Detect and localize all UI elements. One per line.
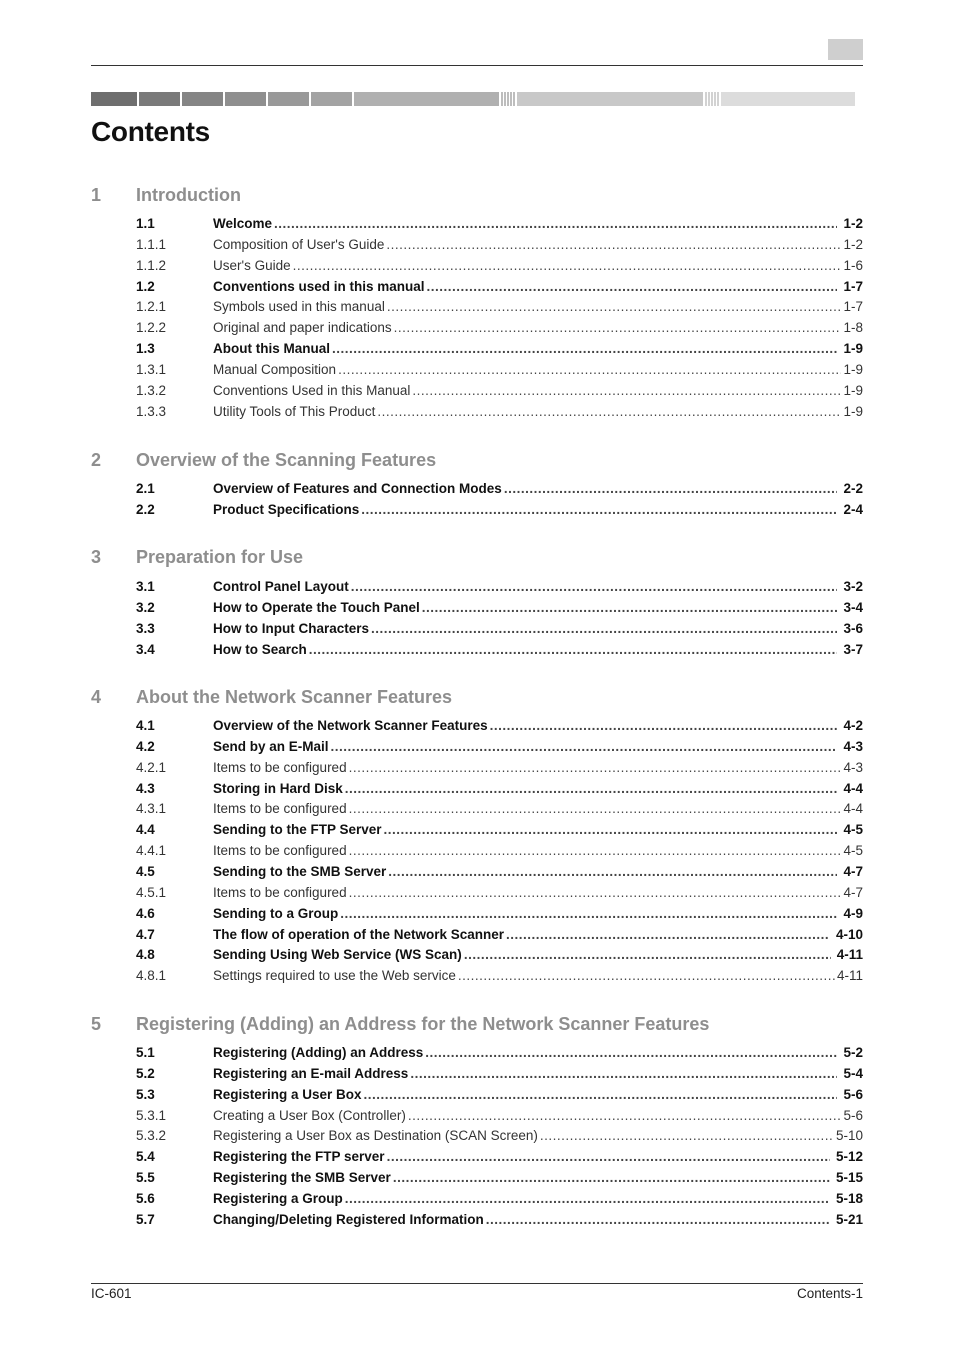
dot-leader	[458, 967, 835, 985]
section-title: Overview of the Network Scanner Features	[213, 718, 488, 733]
page-reference: 1-6	[843, 257, 863, 273]
section-number: 1.1	[136, 216, 155, 231]
toc-entry[interactable]	[136, 759, 863, 777]
toc-entry[interactable]	[136, 278, 863, 296]
section-title: Sending Using Web Service (WS Scan)	[213, 947, 462, 963]
dot-leader	[540, 1127, 834, 1145]
section-number: 4.6	[136, 905, 155, 921]
dot-leader	[349, 800, 842, 818]
section-title: Settings required to use the Web service	[213, 968, 456, 984]
chapter-number: 4	[91, 687, 102, 707]
section-number: 3.3	[136, 620, 155, 636]
section-title: Storing in Hard Disk	[213, 780, 343, 796]
page-reference: 4-5	[843, 822, 863, 838]
section-number: 5.2	[136, 1065, 155, 1081]
dot-leader	[349, 884, 842, 902]
header-corner-tab	[828, 39, 863, 60]
dot-leader	[384, 821, 838, 839]
toc-entry[interactable]	[136, 1065, 863, 1083]
section-title: Product Specifications	[213, 501, 360, 517]
dot-leader	[425, 1044, 837, 1062]
dot-leader	[361, 501, 837, 519]
section-number: 2.2	[136, 501, 155, 517]
page-reference: 1-9	[843, 362, 863, 377]
section-number: 1.2	[136, 278, 155, 294]
dot-leader	[351, 578, 838, 596]
page-reference: 5-4	[843, 1065, 863, 1081]
section-title: Utility Tools of This Product	[213, 403, 376, 419]
page-reference: 1-7	[843, 299, 863, 315]
dot-leader	[371, 620, 837, 638]
dot-leader	[309, 641, 838, 659]
dot-leader	[388, 863, 837, 881]
section-title: User's Guide	[213, 257, 291, 273]
dot-leader	[293, 257, 842, 275]
footer-page-number: Contents-1	[796, 1286, 863, 1301]
chapter-number: 1	[91, 185, 102, 205]
section-number: 4.5	[136, 864, 155, 879]
page-reference: 5-6	[843, 1107, 863, 1123]
dot-leader	[408, 1107, 842, 1125]
chapter-title: Preparation for Use	[136, 547, 304, 567]
page-reference: 4-3	[843, 738, 863, 754]
page-reference: 5-15	[835, 1170, 863, 1186]
dot-leader	[274, 215, 837, 233]
page-reference: 1-7	[843, 278, 863, 294]
dot-leader	[422, 599, 838, 617]
toc-entry[interactable]	[136, 340, 863, 358]
section-title: Manual Composition	[213, 362, 337, 377]
header-rule	[91, 65, 863, 66]
toc-entry[interactable]	[136, 1190, 863, 1208]
page-reference: 4-7	[843, 884, 863, 900]
dot-leader	[394, 319, 842, 337]
dot-leader	[345, 1190, 830, 1208]
section-number: 5.1	[136, 1045, 155, 1060]
section-number: 4.4.1	[136, 843, 167, 859]
section-title: Sending to a Group	[213, 905, 339, 921]
dot-leader	[364, 1086, 838, 1104]
section-number: 4.5.1	[136, 884, 167, 900]
page-reference: 4-7	[843, 864, 863, 879]
chapter-title: About the Network Scanner Features	[136, 687, 453, 707]
section-number: 4.1	[136, 718, 155, 733]
section-title: Conventions used in this manual	[213, 278, 425, 294]
page-reference: 4-11	[836, 947, 863, 963]
section-title: Original and paper indications	[213, 320, 392, 336]
section-title: Registering a User Box as Destination (SCAN Screen)	[213, 1128, 538, 1144]
section-number: 4.8	[136, 947, 155, 963]
dot-leader	[331, 738, 838, 756]
dot-leader	[332, 340, 837, 358]
page-reference: 3-7	[843, 641, 863, 657]
section-number: 4.3.1	[136, 801, 167, 817]
page-reference: 4-4	[843, 780, 863, 796]
section-number: 4.2	[136, 738, 155, 754]
dot-leader	[387, 298, 842, 316]
toc-entry[interactable]	[136, 298, 863, 316]
chapter-heading[interactable]	[91, 185, 863, 209]
section-number: 3.4	[136, 641, 155, 657]
page-reference: 5-21	[835, 1211, 863, 1227]
dot-leader	[386, 236, 841, 254]
section-title: Control Panel Layout	[213, 579, 349, 594]
toc-entry[interactable]	[136, 620, 863, 638]
page-reference: 5-2	[843, 1045, 863, 1060]
toc-entry[interactable]	[136, 1211, 863, 1229]
toc-entry[interactable]	[136, 215, 863, 233]
page-reference: 5-10	[835, 1128, 863, 1144]
page-reference: 5-6	[843, 1086, 863, 1102]
section-title: Registering an E-mail Address	[213, 1065, 409, 1081]
section-number: 1.3.3	[136, 403, 167, 419]
page-reference: 1-2	[843, 216, 863, 231]
toc-entry[interactable]	[136, 1107, 863, 1125]
section-title: The flow of operation of the Network Scanner	[213, 926, 505, 942]
section-number: 4.7	[136, 926, 155, 942]
section-number: 4.3	[136, 780, 155, 796]
dot-leader	[340, 905, 837, 923]
toc-entry[interactable]	[136, 967, 863, 985]
section-title: About this Manual	[213, 341, 330, 357]
section-title: Items to be configured	[213, 884, 347, 900]
page-reference: 1-9	[843, 341, 863, 357]
chapter-number: 5	[91, 1014, 102, 1034]
toc-entry[interactable]	[136, 717, 863, 735]
section-number: 4.8.1	[136, 968, 167, 984]
page-reference: 1-2	[843, 236, 863, 252]
page-reference: 2-4	[843, 501, 863, 517]
page-reference: 1-9	[843, 403, 863, 419]
page-reference: 1-8	[843, 320, 863, 336]
section-number: 3.2	[136, 599, 155, 615]
toc-entry[interactable]	[136, 780, 863, 798]
toc-entry[interactable]	[136, 863, 863, 881]
chapter-heading[interactable]	[91, 450, 863, 474]
section-title: Creating a User Box (Controller)	[213, 1107, 406, 1123]
section-title: Registering (Adding) an Address	[213, 1045, 424, 1060]
page-reference: 2-2	[843, 481, 863, 496]
section-title: Send by an E-Mail	[213, 738, 329, 754]
toc-entry[interactable]	[136, 946, 863, 964]
dot-leader	[412, 382, 841, 400]
chapter-title: Overview of the Scanning Features	[136, 450, 437, 470]
section-number: 1.2.2	[136, 320, 167, 336]
section-title: Composition of User's Guide	[213, 236, 385, 252]
toc-entry[interactable]	[136, 884, 863, 902]
toc-entry[interactable]	[136, 800, 863, 818]
section-title: Registering the FTP server	[213, 1149, 385, 1165]
section-number: 1.2.1	[136, 299, 167, 315]
section-number: 5.5	[136, 1170, 155, 1186]
toc-entry[interactable]	[136, 842, 863, 860]
chapter-number: 2	[91, 450, 102, 470]
section-number: 5.6	[136, 1191, 155, 1206]
toc-entry[interactable]	[136, 926, 863, 944]
page-reference: 4-4	[843, 801, 863, 817]
section-title: Registering a User Box	[213, 1086, 362, 1102]
section-number: 1.3.1	[136, 362, 167, 377]
page-reference: 4-10	[835, 926, 863, 942]
toc-entry[interactable]	[136, 361, 863, 379]
section-title: Items to be configured	[213, 759, 347, 775]
section-number: 5.3.1	[136, 1107, 167, 1123]
page-reference: 4-9	[843, 905, 863, 921]
section-number: 5.4	[136, 1149, 155, 1165]
section-title: Registering the SMB Server	[213, 1170, 391, 1186]
toc-entry[interactable]	[136, 599, 863, 617]
section-number: 4.2.1	[136, 759, 167, 775]
toc-entry[interactable]	[136, 1127, 863, 1145]
page-reference: 1-9	[843, 382, 863, 398]
section-title: Items to be configured	[213, 801, 347, 817]
toc-entry[interactable]	[136, 480, 863, 498]
section-title: Overview of Features and Connection Modes	[213, 481, 502, 496]
section-number: 5.3	[136, 1086, 155, 1102]
page-reference: 5-12	[835, 1149, 863, 1165]
section-number: 4.4	[136, 822, 155, 838]
toc-entry[interactable]	[136, 1169, 863, 1187]
footer-product-code: IC-601	[91, 1286, 132, 1301]
dot-leader	[349, 842, 842, 860]
section-title: Sending to the SMB Server	[213, 864, 387, 879]
toc-entry[interactable]	[136, 382, 863, 400]
page-title: Contents	[91, 116, 210, 147]
dot-leader	[338, 361, 841, 379]
page-reference: 3-2	[843, 579, 863, 594]
page-reference: 4-5	[843, 843, 863, 859]
toc-entry[interactable]	[136, 236, 863, 254]
toc-entry[interactable]	[136, 641, 863, 659]
section-number: 5.7	[136, 1211, 155, 1227]
dot-leader	[377, 403, 841, 421]
section-title: How to Search	[213, 641, 307, 657]
dot-leader	[393, 1169, 830, 1187]
section-number: 1.3.2	[136, 382, 167, 398]
toc-entry[interactable]	[136, 578, 863, 596]
section-title: Conventions Used in this Manual	[213, 382, 411, 398]
dot-leader	[345, 780, 838, 798]
toc-entry[interactable]	[136, 1148, 863, 1166]
dot-leader	[349, 759, 842, 777]
section-title: Items to be configured	[213, 843, 347, 859]
dot-leader	[464, 946, 831, 964]
page-reference: 4-2	[843, 718, 863, 733]
section-number: 3.1	[136, 579, 155, 594]
page-reference: 3-4	[843, 599, 863, 615]
footer-rule	[91, 1283, 863, 1284]
toc-entry[interactable]	[136, 501, 863, 519]
section-number: 5.3.2	[136, 1128, 167, 1144]
toc-entry[interactable]	[136, 319, 863, 337]
dot-leader	[506, 926, 830, 944]
dot-leader	[504, 480, 838, 498]
dot-leader	[387, 1148, 830, 1166]
section-number: 1.3	[136, 341, 155, 357]
dot-leader	[486, 1211, 830, 1229]
section-number: 1.1.1	[136, 236, 167, 252]
section-title: Sending to the FTP Server	[213, 822, 382, 838]
page-reference: 3-6	[843, 620, 863, 636]
decorative-title-bar	[91, 92, 863, 106]
chapter-number: 3	[91, 547, 102, 567]
toc-entry[interactable]	[136, 403, 863, 421]
toc-entry[interactable]	[136, 821, 863, 839]
section-title: Welcome	[213, 216, 273, 231]
toc-entry[interactable]	[136, 1086, 863, 1104]
section-title: How to Input Characters	[213, 620, 370, 636]
chapter-title: Introduction	[136, 185, 241, 205]
dot-leader	[427, 278, 838, 296]
toc-entry[interactable]	[136, 257, 863, 275]
toc-entry[interactable]	[136, 1044, 863, 1062]
section-title: Symbols used in this manual	[213, 299, 385, 315]
section-title: Changing/Deleting Registered Information	[213, 1211, 484, 1227]
page-reference: 4-11	[836, 968, 863, 984]
section-title: How to Operate the Touch Panel	[213, 599, 420, 615]
chapter-title: Registering (Adding) an Address for the Network Scanner Features	[136, 1014, 710, 1034]
section-number: 1.1.2	[136, 257, 167, 273]
section-number: 2.1	[136, 481, 155, 496]
section-title: Registering a Group	[213, 1191, 343, 1206]
toc-entry[interactable]	[136, 738, 863, 756]
dot-leader	[490, 717, 838, 735]
dot-leader	[410, 1065, 837, 1083]
toc-entry[interactable]	[136, 905, 863, 923]
chapter-heading[interactable]	[91, 547, 863, 571]
page-reference: 4-3	[843, 759, 863, 775]
chapter-heading[interactable]	[91, 1014, 863, 1038]
chapter-heading[interactable]	[91, 687, 863, 711]
page-reference: 5-18	[835, 1191, 863, 1206]
